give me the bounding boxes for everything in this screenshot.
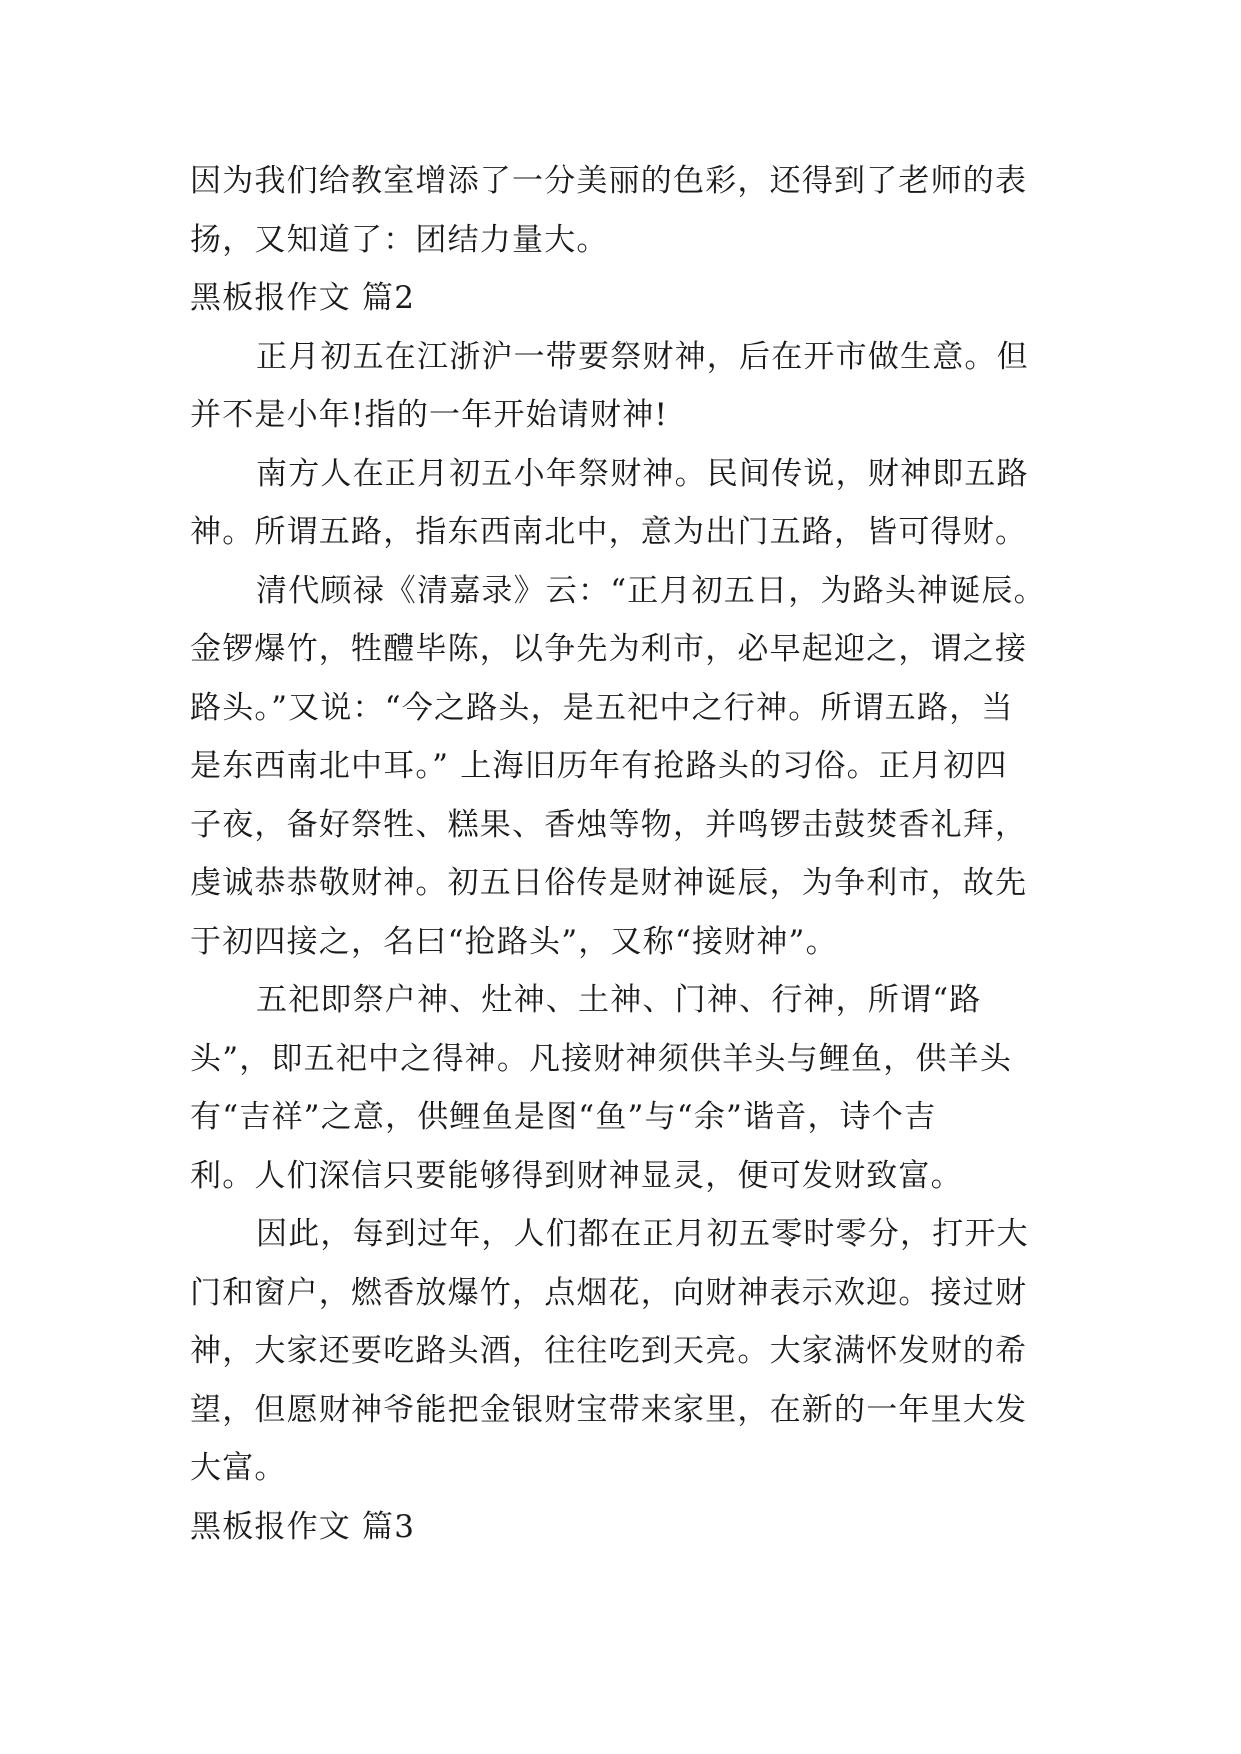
text-line: 并不是小年!指的一年开始请财神!: [190, 397, 669, 433]
text-line: 扬，又知道了：团结力量大。: [190, 221, 609, 258]
text-line: 金锣爆竹，牲醴毕陈，以争先为利市，必早起迎之，谓之接: [190, 631, 1028, 667]
document-body: [190, 152, 1070, 1556]
text-line: 望，但愿财神爷能把金银财宝带来家里，在新的一年里大发: [190, 1391, 1028, 1428]
text-line: 五祀即祭户神、灶神、土神、门神、行神，所谓“路: [256, 982, 982, 1018]
text-line: 神，大家还要吃路头酒，往往吃到天亮。大家满怀发财的希: [190, 1333, 1028, 1369]
text-line: 因此，每到过年，人们都在正月初五零时零分，打开大: [256, 1216, 1029, 1252]
text-line: 头”，即五祀中之得神。凡接财神须供羊头与鲤鱼，供羊头: [190, 1040, 1013, 1077]
text-line: 有“吉祥”之意，供鲤鱼是图“鱼”与“余”谐音，诗个吉: [190, 1099, 937, 1135]
text-line: 神。所谓五路，指东西南北中，意为出门五路，皆可得财。: [190, 514, 1028, 550]
text-line: 因为我们给教室增添了一分美丽的色彩，还得到了老师的表: [190, 163, 1028, 199]
text-line: 正月初五在江浙沪一带要祭财神，后在开市做生意。但: [256, 338, 1029, 375]
section-heading: 黑板报作文 篇2: [190, 280, 416, 316]
text-line: 子夜，备好祭牲、糕果、香烛等物，并鸣锣击鼓焚香礼拜，: [190, 806, 1028, 843]
text-line: 大富。: [190, 1450, 287, 1486]
text-line: 虔诚恭恭敬财神。初五日俗传是财神诞辰，为争利市，故先: [190, 865, 1028, 901]
text-line: 门和窗户，燃香放爆竹，点烟花，向财神表示欢迎。接过财: [190, 1274, 1028, 1311]
text-line: 利。人们深信只要能够得到财神显灵，便可发财致富。: [190, 1157, 963, 1194]
text-line: 是东西南北中耳。” 上海旧历年有抢路头的习俗。正月初四: [190, 748, 1008, 784]
text-line: 于初四接之，名曰“抢路头”，又称“接财神”。: [190, 923, 838, 960]
text-line: 清代顾禄《清嘉录》云：“正月初五日，为路头神诞辰。: [256, 572, 1046, 609]
section-heading: 黑板报作文 篇3: [190, 1508, 416, 1545]
text-line: 南方人在正月初五小年祭财神。民间传说，财神即五路: [256, 455, 1029, 492]
text-line: 路头。”又说：“今之路头，是五祀中之行神。所谓五路，当: [190, 689, 1014, 726]
